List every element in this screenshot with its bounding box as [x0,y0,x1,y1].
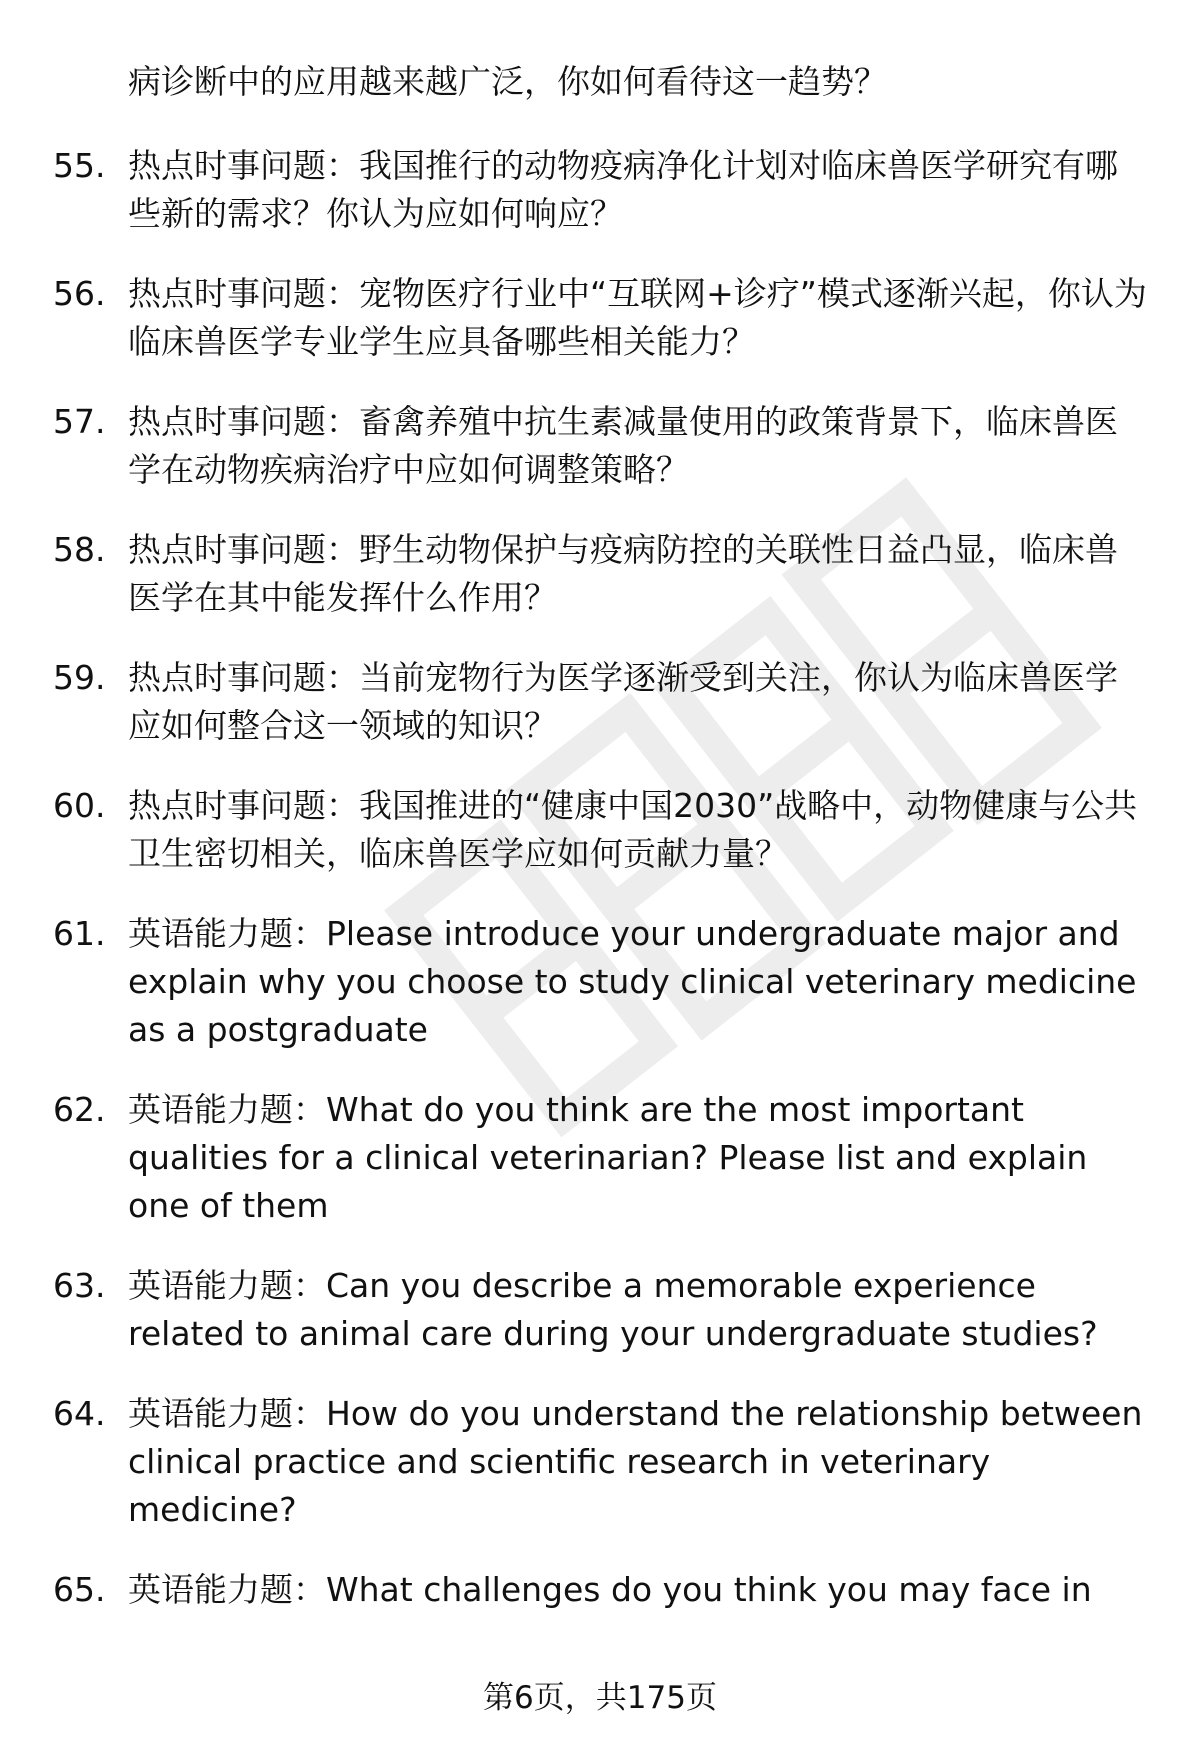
item-number: 62. [53,1090,106,1129]
list-item [0,1262,1200,1358]
item-text: 热点时事问题：野生动物保护与疫病防控的关联性日益凸显，临床兽医学在其中能发挥什么作用？ [128,530,1118,617]
item-text: 英语能力题：Please introduce your undergraduate major and explain why you choose to study clinical veterinary medicine as a postgraduate [128,914,1137,1049]
item-text: 英语能力题：Can you describe a memorable experience related to animal care during your undergraduate studies? [128,1266,1098,1353]
list-item [0,910,1200,1054]
list-item [0,654,1200,750]
item-number: 63. [53,1266,106,1305]
list-item [0,1086,1200,1230]
item-number: 59. [53,658,106,697]
list-item [0,398,1200,494]
item-text: 英语能力题：What challenges do you think you may face in [128,1570,1092,1609]
item-number: 61. [53,914,106,953]
item-text: 英语能力题：How do you understand the relationship between clinical practice and scientific research in veterinary medicine? [128,1394,1143,1529]
list-item [0,782,1200,878]
list-item [0,1566,1200,1614]
item-number: 58. [53,530,106,569]
item-number: 56. [53,274,106,313]
page-footer: 第6页，共175页 [483,1680,717,1716]
item-number: 57. [53,402,106,441]
item-number: 55. [53,146,106,185]
question-list [0,142,1200,1646]
item-text: 热点时事问题：畜禽养殖中抗生素减量使用的政策背景下，临床兽医学在动物疾病治疗中应如何调整策略？ [128,402,1118,489]
list-item [0,526,1200,622]
item-text: 英语能力题：What do you think are the most important qualities for a clinical veterinarian? Please list and explain one of them [128,1090,1088,1225]
item-number: 65. [53,1570,106,1609]
list-item [0,142,1200,238]
item-text: 热点时事问题：我国推行的动物疫病净化计划对临床兽医学研究有哪些新的需求？你认为应如何响应？ [128,146,1118,233]
list-item [0,1390,1200,1534]
continuation-text: 病诊断中的应用越来越广泛，你如何看待这一趋势？ [128,62,887,101]
item-text: 热点时事问题：宠物医疗行业中“互联网+诊疗”模式逐渐兴起，你认为临床兽医学专业学生应具备哪些相关能力？ [128,274,1147,361]
item-text: 热点时事问题：当前宠物行为医学逐渐受到关注，你认为临床兽医学应如何整合这一领域的知识？ [128,658,1118,745]
list-item [0,270,1200,366]
item-number: 60. [53,786,106,825]
item-text: 热点时事问题：我国推进的“健康中国2030”战略中，动物健康与公共卫生密切相关，临床兽医学应如何贡献力量？ [128,786,1138,873]
item-number: 64. [53,1394,106,1433]
